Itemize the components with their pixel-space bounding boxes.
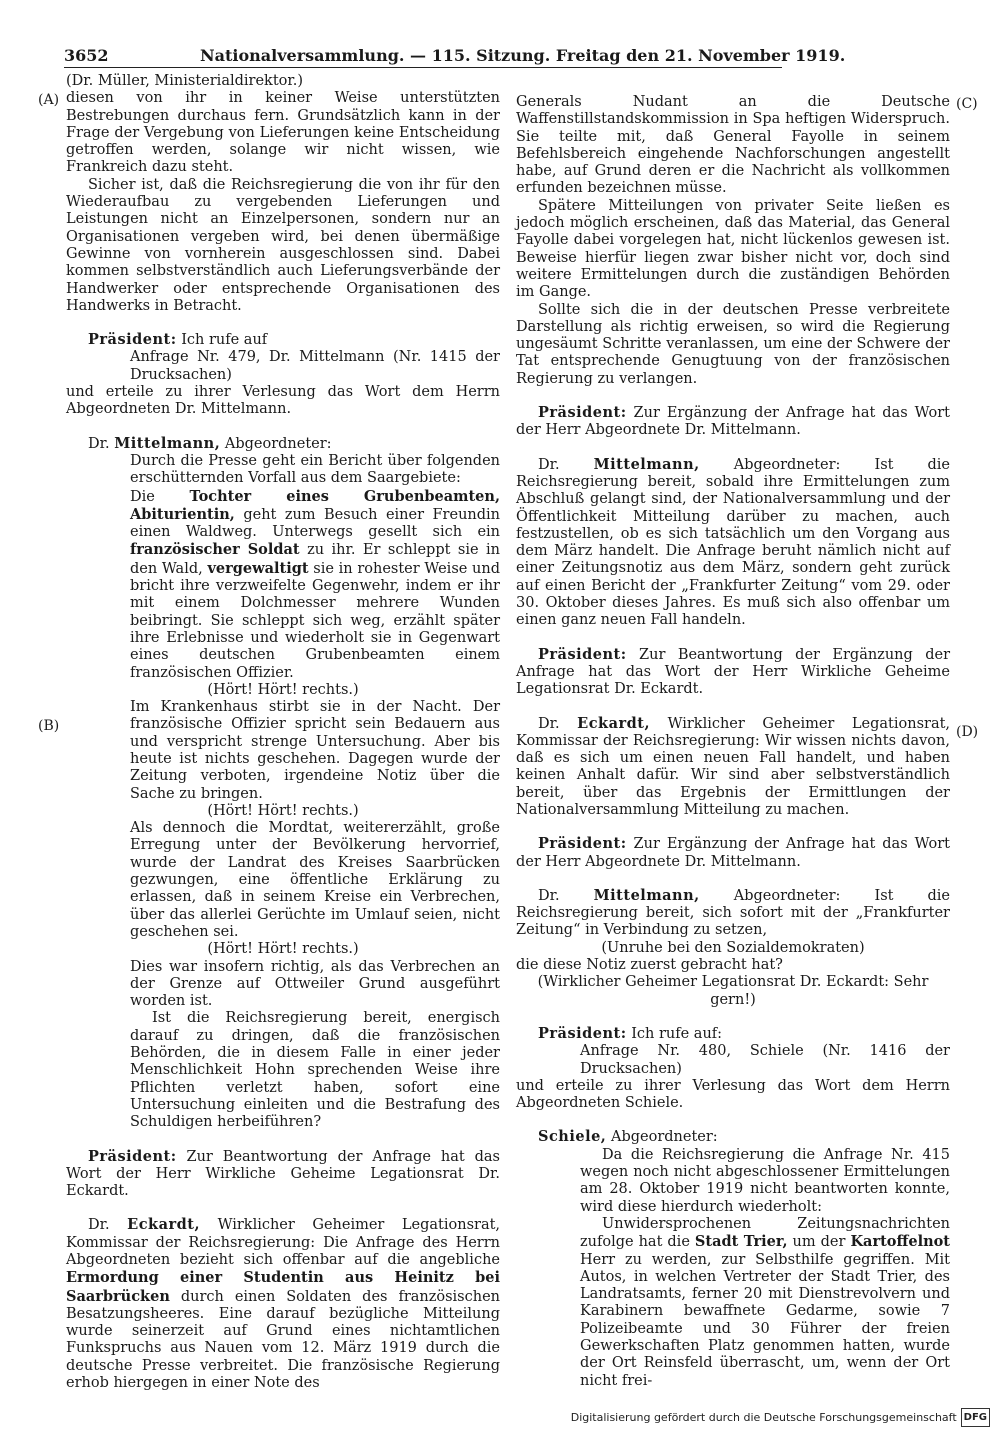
text-run-bold: Stadt Trier, [694, 1233, 788, 1251]
speaker-name: Mittelmann, [114, 434, 221, 452]
text-run: Die [130, 488, 155, 505]
inquiry-reference: Anfrage Nr. 480, Schiele (Nr. 1416 der Drucksachen) [580, 1043, 950, 1077]
speaker-line [516, 887, 950, 940]
speaker-line [516, 456, 950, 630]
paragraph: Da die Reichsregierung die Anfrage Nr. 415 wegen noch nicht abgeschlossener Ermittelungen am 28. Oktober 1919 nicht beantworten konnte, wird diese hierdurch wiederholt: [580, 1146, 950, 1215]
president-call [516, 404, 950, 440]
paragraph: Ist die Reichsregierung bereit, energisch darauf zu dringen, daß die französischen Behörden, die in diesem Falle in einer jeder Menschlichkeit Hohn sprechenden Weise ihre Pflichten verletzt haben, sofort eine Untersuchung einleiten und die Bestrafung des Schuldigen herbeiführen? [130, 1010, 500, 1131]
paragraph: Dies war insofern richtig, als das Verbrechen an der Grenze auf Ottweiler Grund ausgeführt worden ist. [130, 958, 500, 1010]
dfg-logo: DFG [961, 1408, 990, 1427]
text-run: zu ihr. Er schleppt sie in den Wald, [130, 542, 501, 577]
quoted-report [66, 488, 500, 682]
president-call [516, 835, 950, 871]
paragraph: Spätere Mitteilungen von privater Seite ließen es jedoch möglich erscheinen, daß das Material, das General Fayolle dabei vorgelegen hat, nicht lückenlos gewesen ist. Beweise hierfür liegen zwar bisher nicht vor, doch sind weitere Ermittelungen durch die zuständigen Behörden im Gange. [516, 197, 950, 301]
president-call [66, 331, 500, 349]
margin-mark-a: (A) [38, 92, 60, 108]
speaker-line [66, 435, 500, 453]
speaker-answer [66, 1216, 500, 1392]
speaker-line [516, 1128, 950, 1146]
text-run: um der [792, 1234, 846, 1251]
text-run: Unwidersprochenen Zeitungsnachrichten zufolge hat die [580, 1215, 950, 1251]
inquiry-reference: Anfrage Nr. 479, Dr. Mittelmann (Nr. 1415 der Drucksachen) [130, 349, 500, 383]
interjection: (Hört! Hört! rechts.) [207, 802, 359, 819]
paragraph: Sollte sich die in der deutschen Presse verbreitete Darstellung als richtig erweisen, so wird die Regierung ungesäumt Schritte veranlassen, um eine der Schwere der Tat entsprechende Genugtuung von der französischen Regierung zu verlangen. [516, 301, 950, 387]
speaker-title: Dr. [538, 887, 560, 904]
speaker-context: (Dr. Müller, Ministerialdirektor.) [66, 73, 303, 89]
speaker-title: Dr. [88, 1217, 110, 1234]
president-call [516, 646, 950, 699]
text-run-bold: Kartoffelnot [850, 1233, 951, 1251]
running-title: Nationalversammlung. — 115. Sitzung. Freitag den 21. November 1919. [200, 46, 846, 65]
digitization-credit [571, 1408, 990, 1427]
text-run: durch einen Soldaten des französischen Besatzungsheeres. Eine darauf bezügliche Mitteilung wurde seinerzeit auf Grund eines nichtamtlichen Funkspruchs aus Nauen vom 12. März 1919 durch die deutsche Presse verbreitet. Die französische Regierung erhob hiergegen in einer Note des [66, 1288, 500, 1392]
interjection: (Unruhe bei den Sozialdemokraten) [601, 939, 865, 956]
paragraph: Im Krankenhaus stirbt sie in der Nacht. Der französische Offizier spricht sein Bedauern aus und verspricht strenge Untersuchung. Aber bis heute ist nichts geschehen. Dagegen wurde der Zeitung verboten, irgendeine Notiz über die Sache zu bringen. [130, 699, 500, 802]
speaker-name: Präsident: [538, 1024, 627, 1042]
page-header [64, 46, 846, 68]
speech-text: Zur Beantwortung der Ergänzung der Anfrage hat das Wort der Herr Wirkliche Geheime Legationsrat Dr. Eckardt. [516, 646, 951, 698]
speech-text: Wirklicher Geheimer Legationsrat, Kommissar der Reichsregierung: Wir wissen nichts davon, daß es sich um einen neuen Fall handelt, und haben keinen Anhalt dafür. Wir sind aber selbstverständlich bereit, über das Ergebnis der Ermittlungen der Nationalversammlung Mitteilung zu machen. [516, 715, 951, 818]
text-run-bold: vergewaltigt [207, 559, 309, 577]
text-run: Herr zu werden, zur Selbsthilfe gegriffen. Mit Autos, in welchen Vertreter der Stadt Trier, des Landratsamts, ferner 20 mit Dienstrevolvern und Karabinern bewaffnete Gedarme, sowie 7 Polizeibeamte und 30 Führer der freien Gewerkschaften Platz genommen hatten, wurde der Ort Reinsfeld überrascht, um, wenn der Ort nicht frei- [580, 1251, 950, 1389]
speaker-title: Dr. [538, 456, 560, 473]
speaker-name: Präsident: [538, 835, 627, 853]
speaker-name: Eckardt, [577, 714, 650, 732]
speech-text: Ich rufe auf: [631, 1025, 723, 1042]
speaker-title: Dr. [538, 715, 560, 732]
margin-mark-d: (D) [956, 724, 979, 740]
paragraph: und erteile zu ihrer Verlesung das Wort dem Herrn Abgeordneten Dr. Mittelmann. [66, 384, 500, 418]
speech-text: Ich rufe auf [181, 332, 268, 349]
paragraph: Sicher ist, daß die Reichsregierung die von ihr für den Wiederaufbau zu vergebenden Lieferungen und Leistungen nicht an Einzelpersonen, sondern nur an Organisationen vergeben wird, bei denen übermäßige Gewinne von vornherein ausgeschlossen sind. Dabei kommen selbstverständlich auch Lieferungsverbände der Handwerker oder entsprechende Organisationen des Handwerks in Betracht. [66, 176, 500, 314]
president-call [516, 1025, 950, 1043]
speaker-name: Schiele, [538, 1128, 607, 1146]
page-number: 3652 [64, 46, 109, 65]
speaker-name: Präsident: [538, 645, 627, 663]
interjection: (Wirklicher Geheimer Legationsrat Dr. Eckardt: Sehr gern!) [537, 974, 929, 1008]
paragraph: Durch die Presse geht ein Bericht über folgenden erschütternden Vorfall aus dem Saargebiete: [130, 452, 500, 487]
paragraph: diesen von ihr in keiner Weise unterstützten Bestrebungen durchaus fern. Grundsätzlich kann in der Frage der Vergebung von Lieferungen keine Entscheidung getroffen werden, solange wir nicht wissen, wie Frankreich dazu steht. [66, 90, 500, 176]
speaker-name: Mittelmann, [593, 455, 700, 473]
margin-mark-b: (B) [38, 718, 60, 734]
paragraph: Generals Nudant an die Deutsche Waffenstillstandskommission in Spa heftigen Widerspruch. Sie teilte mit, daß General Fayolle in seinem Befehlsbereich eingehende Nachforschungen angestellt habe, auf Grund deren er die Nachricht als vollkommen erfunden bezeichnen müsse. [516, 94, 950, 197]
speaker-role: Abgeordneter: [224, 435, 332, 452]
paragraph: und erteile zu ihrer Verlesung das Wort dem Herrn Abgeordneten Schiele. [516, 1077, 950, 1112]
speech-text: Zur Ergänzung der Anfrage hat das Wort der Herr Abgeordnete Dr. Mittelmann. [516, 836, 950, 870]
speaker-name: Mittelmann, [593, 886, 700, 904]
interjection: (Hört! Hört! rechts.) [207, 681, 359, 698]
text-run-bold: französischer Soldat [130, 541, 300, 559]
speech-text: Abgeordneter: Ist die Reichsregierung bereit, sobald ihre Ermittelungen zum Abschluß gelangt sind, der Nationalversammlung und der Öffentlichkeit Mitteilung darüber zu machen, auch festzustellen, ob es sich tatsächlich um den Vorgang aus dem März handelt. Die Anfrage beruht nämlich nicht auf einer Zeitungsnotiz aus dem März, sondern geht zurück auf einen Bericht der „Frankfurter Zeitung“ vom 29. oder 30. Oktober dieses Jahres. Es muß sich also offenbar um einen ganz neuen Fall handeln. [516, 456, 951, 629]
speech-text: Abgeordneter: Ist die Reichsregierung bereit, sich sofort mit der „Frankfurter Zeitung“ in Verbindung zu setzen, [516, 887, 951, 939]
text-run-bold: Ermordung einer Studentin aus Heinitz bei Saarbrücken [66, 1269, 500, 1305]
speaker-name: Präsident: [88, 331, 177, 349]
speech-text: Zur Beantwortung der Anfrage hat das Wort der Herr Wirkliche Geheime Legationsrat Dr. Eckardt. [66, 1148, 501, 1200]
speaker-name: Präsident: [538, 404, 627, 422]
right-column [516, 94, 950, 1390]
speech-text: Zur Ergänzung der Anfrage hat das Wort der Herr Abgeordnete Dr. Mittelmann. [516, 405, 950, 439]
speaker-answer [516, 715, 950, 820]
left-column [66, 73, 500, 1392]
interjection: (Hört! Hört! rechts.) [207, 941, 359, 958]
paragraph: Als dennoch die Mordtat, weitererzählt, große Erregung unter der Bevölkerung hervorrief, wurde der Landrat des Kreises Saarbrücken gezwungen, eine öffentliche Erklärung zu erlassen, daß in seinem Kreise ein Verbrechen, über das allerlei Gerüchte im Umlauf seien, nicht geschehen sei. [130, 820, 500, 940]
text-run: geht zum Besuch einer Freundin einen Waldweg. Unterwegs gesellt sich ein [130, 506, 500, 541]
president-call [66, 1148, 500, 1201]
speaker-title: Dr. [88, 435, 110, 452]
text-run: sie in rohester Weise und bricht ihre verzweifelte Gegenwehr, indem er ihr mit einem Dolchmesser mehrere Wunden beibringt. Sie schleppt sich weg, erzählt später ihre Erlebnisse und wiederholt sie in Gegenwart eines deutschen Grubenbeamten einem französischen Offizier. [130, 560, 501, 681]
paragraph: die diese Notiz zuerst gebracht hat? [516, 957, 783, 974]
text-run-bold: Tochter eines Grubenbeamten, Abiturientin, [130, 487, 500, 523]
speaker-name: Präsident: [88, 1147, 177, 1165]
speaker-name: Eckardt, [127, 1216, 200, 1234]
credit-text: Digitalisierung gefördert durch die Deutsche Forschungsgemeinschaft [570, 1411, 957, 1424]
margin-mark-c: (C) [956, 96, 978, 112]
quoted-report [516, 1216, 950, 1390]
speaker-role: Abgeordneter: [610, 1129, 718, 1146]
text-run: Wirklicher Geheimer Legationsrat, Kommissar der Reichsregierung: Die Anfrage des Herrn Abgeordneten bezieht sich offenbar auf die angebliche [66, 1217, 501, 1268]
